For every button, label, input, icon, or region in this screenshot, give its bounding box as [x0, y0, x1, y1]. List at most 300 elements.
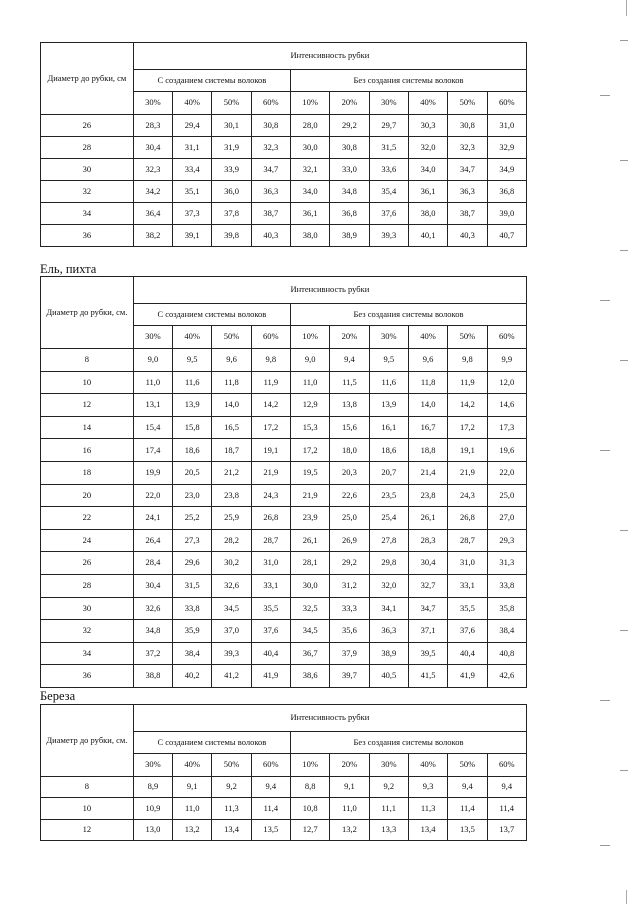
table-row — [41, 203, 527, 225]
value-cell: 15,4 — [133, 416, 172, 439]
value-cell: 12,0 — [487, 371, 526, 394]
without-roads-header: Без создания системы волоков — [291, 732, 527, 754]
value-cell: 34,0 — [291, 181, 330, 203]
table-row — [41, 461, 527, 484]
section-title-spruce-fir: Ель, пихта — [40, 262, 97, 276]
value-cell: 11,0 — [330, 798, 369, 819]
value-cell: 11,0 — [291, 371, 330, 394]
value-cell: 37,1 — [408, 620, 447, 643]
value-cell: 41,9 — [448, 665, 487, 688]
pct-header-cell: 30% — [133, 754, 172, 777]
pct-header-cell: 50% — [212, 326, 251, 349]
value-cell: 31,2 — [330, 574, 369, 597]
value-cell: 34,9 — [487, 159, 526, 181]
value-cell: 11,4 — [251, 798, 290, 819]
value-cell: 35,1 — [173, 181, 212, 203]
value-cell: 40,4 — [448, 642, 487, 665]
value-cell: 13,9 — [369, 394, 408, 417]
value-cell: 29,7 — [369, 115, 408, 137]
value-cell: 21,9 — [251, 461, 290, 484]
value-cell: 21,9 — [448, 461, 487, 484]
diameter-header: Диаметр до рубки, см. — [41, 277, 134, 349]
scan-mark — [620, 530, 628, 531]
value-cell: 32,7 — [408, 574, 447, 597]
table-row — [41, 597, 527, 620]
value-cell: 11,9 — [448, 371, 487, 394]
pct-header-cell: 10% — [291, 754, 330, 777]
value-cell: 19,1 — [448, 439, 487, 462]
value-cell: 28,7 — [251, 529, 290, 552]
diameter-cell: 30 — [41, 159, 134, 181]
value-cell: 14,2 — [251, 394, 290, 417]
diameter-cell: 28 — [41, 574, 134, 597]
value-cell: 38,4 — [173, 642, 212, 665]
value-cell: 11,6 — [369, 371, 408, 394]
scan-mark — [600, 845, 610, 846]
value-cell: 13,2 — [173, 819, 212, 840]
value-cell: 16,7 — [408, 416, 447, 439]
value-cell: 12,7 — [291, 819, 330, 840]
value-cell: 19,6 — [487, 439, 526, 462]
value-cell: 32,0 — [369, 574, 408, 597]
value-cell: 36,0 — [212, 181, 251, 203]
diameter-cell: 14 — [41, 416, 134, 439]
value-cell: 38,8 — [133, 665, 172, 688]
scan-mark — [626, 0, 627, 16]
value-cell: 10,9 — [133, 798, 172, 819]
value-cell: 9,4 — [251, 777, 290, 798]
value-cell: 34,1 — [369, 597, 408, 620]
table-row — [41, 225, 527, 247]
diameter-cell: 36 — [41, 665, 134, 688]
value-cell: 30,0 — [291, 137, 330, 159]
value-cell: 18,8 — [408, 439, 447, 462]
table-row — [41, 665, 527, 688]
pct-header-cell: 50% — [448, 754, 487, 777]
value-cell: 14,6 — [487, 394, 526, 417]
value-cell: 9,0 — [291, 349, 330, 372]
value-cell: 32,3 — [251, 137, 290, 159]
value-cell: 24,3 — [251, 484, 290, 507]
pct-header-cell: 40% — [408, 326, 447, 349]
pct-header-cell: 20% — [330, 326, 369, 349]
value-cell: 16,1 — [369, 416, 408, 439]
value-cell: 36,4 — [133, 203, 172, 225]
diameter-header: Диаметр до рубки, см — [41, 43, 134, 115]
value-cell: 34,5 — [212, 597, 251, 620]
value-cell: 13,8 — [330, 394, 369, 417]
value-cell: 17,2 — [251, 416, 290, 439]
value-cell: 38,4 — [487, 620, 526, 643]
diameter-cell: 32 — [41, 620, 134, 643]
table-row — [41, 620, 527, 643]
value-cell: 30,1 — [212, 115, 251, 137]
value-cell: 32,3 — [448, 137, 487, 159]
value-cell: 28,7 — [448, 529, 487, 552]
section-title-birch: Береза — [40, 689, 76, 703]
table-row — [41, 115, 527, 137]
value-cell: 24,3 — [448, 484, 487, 507]
value-cell: 27,8 — [369, 529, 408, 552]
value-cell: 9,4 — [448, 777, 487, 798]
value-cell: 13,9 — [173, 394, 212, 417]
value-cell: 21,4 — [408, 461, 447, 484]
value-cell: 28,2 — [212, 529, 251, 552]
value-cell: 39,1 — [173, 225, 212, 247]
value-cell: 15,8 — [173, 416, 212, 439]
value-cell: 22,0 — [487, 461, 526, 484]
value-cell: 18,6 — [173, 439, 212, 462]
value-cell: 34,2 — [133, 181, 172, 203]
value-cell: 37,9 — [330, 642, 369, 665]
value-cell: 21,2 — [212, 461, 251, 484]
value-cell: 33,8 — [487, 574, 526, 597]
value-cell: 33,1 — [251, 574, 290, 597]
value-cell: 36,3 — [369, 620, 408, 643]
value-cell: 31,3 — [487, 552, 526, 575]
value-cell: 31,9 — [212, 137, 251, 159]
value-cell: 27,0 — [487, 507, 526, 530]
value-cell: 40,4 — [251, 642, 290, 665]
table-row — [41, 484, 527, 507]
table-row — [41, 439, 527, 462]
pct-header-cell: 50% — [212, 754, 251, 777]
value-cell: 26,4 — [133, 529, 172, 552]
pct-header-cell: 50% — [212, 92, 251, 115]
value-cell: 35,5 — [448, 597, 487, 620]
value-cell: 28,4 — [133, 552, 172, 575]
value-cell: 26,8 — [251, 507, 290, 530]
value-cell: 37,3 — [173, 203, 212, 225]
value-cell: 25,0 — [487, 484, 526, 507]
value-cell: 9,2 — [369, 777, 408, 798]
value-cell: 9,5 — [369, 349, 408, 372]
diameter-cell: 24 — [41, 529, 134, 552]
table-row — [41, 529, 527, 552]
with-roads-header: С созданием системы волоков — [133, 304, 290, 326]
value-cell: 9,6 — [408, 349, 447, 372]
value-cell: 29,4 — [173, 115, 212, 137]
value-cell: 40,2 — [173, 665, 212, 688]
diameter-cell: 16 — [41, 439, 134, 462]
value-cell: 27,3 — [173, 529, 212, 552]
value-cell: 40,8 — [487, 642, 526, 665]
diameter-cell: 10 — [41, 798, 134, 819]
table-row — [41, 371, 527, 394]
value-cell: 40,5 — [369, 665, 408, 688]
value-cell: 9,0 — [133, 349, 172, 372]
value-cell: 28,0 — [291, 115, 330, 137]
pct-header-cell: 60% — [487, 326, 526, 349]
value-cell: 13,7 — [487, 819, 526, 840]
value-cell: 38,2 — [133, 225, 172, 247]
value-cell: 39,8 — [212, 225, 251, 247]
value-cell: 37,6 — [448, 620, 487, 643]
value-cell: 20,5 — [173, 461, 212, 484]
value-cell: 30,4 — [133, 574, 172, 597]
value-cell: 13,4 — [212, 819, 251, 840]
table-row — [41, 416, 527, 439]
value-cell: 30,2 — [212, 552, 251, 575]
value-cell: 21,9 — [291, 484, 330, 507]
scan-mark — [620, 360, 628, 361]
value-cell: 41,2 — [212, 665, 251, 688]
value-cell: 32,3 — [133, 159, 172, 181]
value-cell: 11,0 — [133, 371, 172, 394]
value-cell: 29,8 — [369, 552, 408, 575]
table-row — [41, 819, 527, 840]
value-cell: 34,7 — [251, 159, 290, 181]
value-cell: 11,6 — [173, 371, 212, 394]
pct-header-cell: 30% — [369, 92, 408, 115]
value-cell: 9,2 — [212, 777, 251, 798]
diameter-cell: 34 — [41, 642, 134, 665]
value-cell: 39,0 — [487, 203, 526, 225]
value-cell: 9,4 — [487, 777, 526, 798]
value-cell: 22,0 — [133, 484, 172, 507]
value-cell: 39,5 — [408, 642, 447, 665]
value-cell: 34,8 — [330, 181, 369, 203]
pct-header-cell: 60% — [251, 754, 290, 777]
value-cell: 8,9 — [133, 777, 172, 798]
diameter-cell: 22 — [41, 507, 134, 530]
scan-mark — [620, 630, 628, 631]
value-cell: 29,6 — [173, 552, 212, 575]
diameter-cell: 30 — [41, 597, 134, 620]
value-cell: 37,8 — [212, 203, 251, 225]
value-cell: 32,6 — [133, 597, 172, 620]
value-cell: 32,9 — [487, 137, 526, 159]
diameter-header: Диаметр до рубки, см. — [41, 705, 134, 777]
scan-mark — [600, 95, 610, 96]
diameter-cell: 18 — [41, 461, 134, 484]
value-cell: 26,1 — [408, 507, 447, 530]
diameter-cell: 20 — [41, 484, 134, 507]
scan-mark — [600, 300, 610, 301]
value-cell: 13,5 — [251, 819, 290, 840]
value-cell: 34,7 — [408, 597, 447, 620]
value-cell: 18,0 — [330, 439, 369, 462]
value-cell: 23,8 — [408, 484, 447, 507]
table-row — [41, 181, 527, 203]
value-cell: 25,0 — [330, 507, 369, 530]
value-cell: 9,9 — [487, 349, 526, 372]
value-cell: 18,7 — [212, 439, 251, 462]
value-cell: 30,8 — [448, 115, 487, 137]
value-cell: 38,9 — [369, 642, 408, 665]
value-cell: 9,6 — [212, 349, 251, 372]
value-cell: 10,8 — [291, 798, 330, 819]
value-cell: 9,8 — [251, 349, 290, 372]
value-cell: 37,6 — [251, 620, 290, 643]
pct-header-cell: 40% — [408, 754, 447, 777]
value-cell: 40,7 — [487, 225, 526, 247]
table-row — [41, 507, 527, 530]
table-row — [41, 159, 527, 181]
diameter-cell: 28 — [41, 137, 134, 159]
pct-header-cell: 30% — [369, 754, 408, 777]
value-cell: 11,5 — [330, 371, 369, 394]
value-cell: 26,8 — [448, 507, 487, 530]
value-cell: 13,2 — [330, 819, 369, 840]
pct-header-cell: 60% — [487, 92, 526, 115]
value-cell: 35,9 — [173, 620, 212, 643]
value-cell: 20,7 — [369, 461, 408, 484]
diameter-cell: 36 — [41, 225, 134, 247]
value-cell: 23,9 — [291, 507, 330, 530]
value-cell: 28,1 — [291, 552, 330, 575]
table-row — [41, 394, 527, 417]
value-cell: 38,7 — [448, 203, 487, 225]
value-cell: 40,3 — [448, 225, 487, 247]
value-cell: 20,3 — [330, 461, 369, 484]
value-cell: 29,3 — [487, 529, 526, 552]
value-cell: 26,1 — [291, 529, 330, 552]
table-section-3 — [40, 704, 527, 841]
value-cell: 39,3 — [212, 642, 251, 665]
scan-mark — [626, 890, 627, 904]
value-cell: 9,4 — [330, 349, 369, 372]
value-cell: 13,1 — [133, 394, 172, 417]
table-row — [41, 574, 527, 597]
pct-header-cell: 60% — [251, 92, 290, 115]
pct-header-cell: 40% — [173, 92, 212, 115]
value-cell: 30,8 — [251, 115, 290, 137]
value-cell: 13,0 — [133, 819, 172, 840]
value-cell: 31,0 — [251, 552, 290, 575]
value-cell: 30,4 — [408, 552, 447, 575]
diameter-cell: 26 — [41, 115, 134, 137]
pct-header-cell: 10% — [291, 92, 330, 115]
value-cell: 36,3 — [448, 181, 487, 203]
value-cell: 9,1 — [330, 777, 369, 798]
value-cell: 18,6 — [369, 439, 408, 462]
pct-header-cell: 40% — [408, 92, 447, 115]
value-cell: 25,4 — [369, 507, 408, 530]
pct-header-cell: 10% — [291, 326, 330, 349]
value-cell: 41,5 — [408, 665, 447, 688]
value-cell: 28,3 — [133, 115, 172, 137]
value-cell: 31,0 — [487, 115, 526, 137]
value-cell: 33,9 — [212, 159, 251, 181]
value-cell: 37,6 — [369, 203, 408, 225]
value-cell: 17,2 — [448, 416, 487, 439]
table-section-1 — [40, 42, 527, 247]
diameter-cell: 12 — [41, 394, 134, 417]
value-cell: 14,2 — [448, 394, 487, 417]
pct-header-cell: 50% — [448, 326, 487, 349]
value-cell: 19,9 — [133, 461, 172, 484]
value-cell: 33,4 — [173, 159, 212, 181]
value-cell: 38,7 — [251, 203, 290, 225]
pct-header-cell: 40% — [173, 326, 212, 349]
value-cell: 35,5 — [251, 597, 290, 620]
scan-mark — [600, 450, 610, 451]
value-cell: 37,2 — [133, 642, 172, 665]
value-cell: 31,1 — [173, 137, 212, 159]
value-cell: 19,5 — [291, 461, 330, 484]
value-cell: 9,8 — [448, 349, 487, 372]
table-row — [41, 642, 527, 665]
value-cell: 32,1 — [291, 159, 330, 181]
value-cell: 29,2 — [330, 552, 369, 575]
value-cell: 9,5 — [173, 349, 212, 372]
value-cell: 11,8 — [212, 371, 251, 394]
value-cell: 11,0 — [173, 798, 212, 819]
value-cell: 19,1 — [251, 439, 290, 462]
pct-header-cell: 20% — [330, 92, 369, 115]
value-cell: 38,0 — [408, 203, 447, 225]
value-cell: 42,6 — [487, 665, 526, 688]
value-cell: 38,9 — [330, 225, 369, 247]
table-row — [41, 552, 527, 575]
value-cell: 13,4 — [408, 819, 447, 840]
value-cell: 36,1 — [291, 203, 330, 225]
pct-header-cell: 30% — [369, 326, 408, 349]
value-cell: 33,1 — [448, 574, 487, 597]
value-cell: 11,4 — [487, 798, 526, 819]
value-cell: 11,4 — [448, 798, 487, 819]
diameter-cell: 10 — [41, 371, 134, 394]
value-cell: 25,9 — [212, 507, 251, 530]
value-cell: 36,8 — [330, 203, 369, 225]
diameter-cell: 12 — [41, 819, 134, 840]
value-cell: 35,8 — [487, 597, 526, 620]
value-cell: 34,0 — [408, 159, 447, 181]
diameter-cell: 8 — [41, 777, 134, 798]
value-cell: 33,6 — [369, 159, 408, 181]
pct-header-cell: 30% — [133, 92, 172, 115]
value-cell: 30,3 — [408, 115, 447, 137]
pct-header-cell: 60% — [487, 754, 526, 777]
value-cell: 30,8 — [330, 137, 369, 159]
value-cell: 34,5 — [291, 620, 330, 643]
value-cell: 17,2 — [291, 439, 330, 462]
value-cell: 16,5 — [212, 416, 251, 439]
value-cell: 26,9 — [330, 529, 369, 552]
value-cell: 15,6 — [330, 416, 369, 439]
without-roads-header: Без создания системы волоков — [291, 304, 527, 326]
value-cell: 32,5 — [291, 597, 330, 620]
value-cell: 11,3 — [212, 798, 251, 819]
value-cell: 36,8 — [487, 181, 526, 203]
value-cell: 40,1 — [408, 225, 447, 247]
table-row — [41, 349, 527, 372]
pct-header-cell: 20% — [330, 754, 369, 777]
value-cell: 35,4 — [369, 181, 408, 203]
intensity-header: Интенсивность рубки — [133, 277, 526, 304]
value-cell: 34,7 — [448, 159, 487, 181]
value-cell: 25,2 — [173, 507, 212, 530]
value-cell: 23,5 — [369, 484, 408, 507]
value-cell: 35,6 — [330, 620, 369, 643]
value-cell: 17,3 — [487, 416, 526, 439]
value-cell: 37,0 — [212, 620, 251, 643]
scan-mark — [620, 40, 628, 41]
pct-header-cell: 40% — [173, 754, 212, 777]
with-roads-header: С созданием системы волоков — [133, 70, 290, 92]
value-cell: 14,0 — [408, 394, 447, 417]
table-row — [41, 777, 527, 798]
value-cell: 14,0 — [212, 394, 251, 417]
value-cell: 23,0 — [173, 484, 212, 507]
value-cell: 38,6 — [291, 665, 330, 688]
value-cell: 15,3 — [291, 416, 330, 439]
table-row — [41, 798, 527, 819]
value-cell: 39,3 — [369, 225, 408, 247]
value-cell: 32,6 — [212, 574, 251, 597]
intensity-header: Интенсивность рубки — [133, 705, 526, 732]
